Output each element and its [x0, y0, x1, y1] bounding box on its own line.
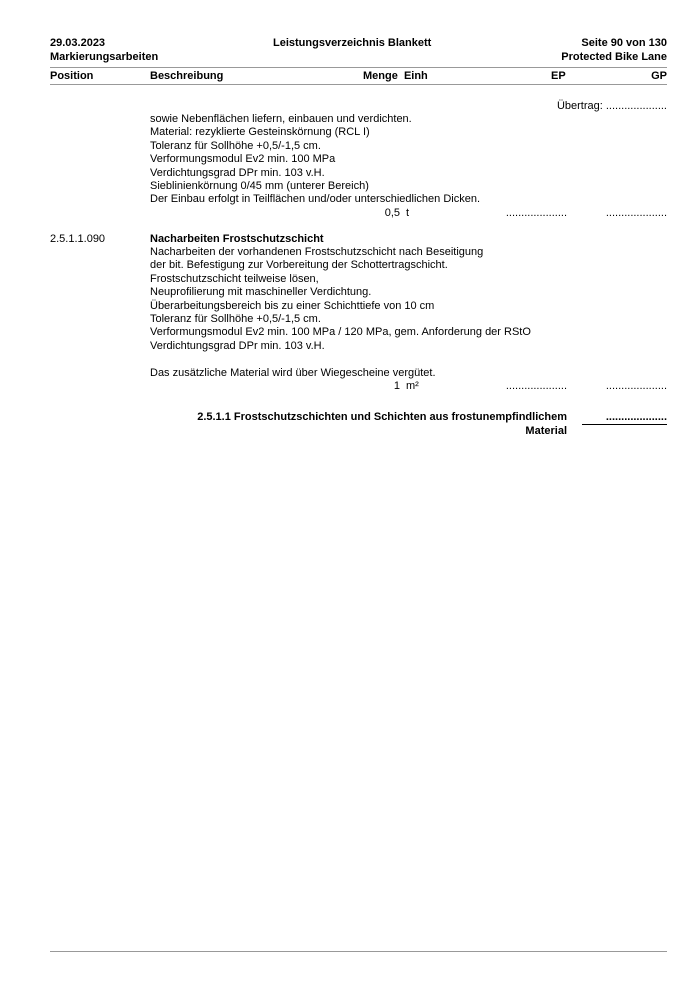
description-line: Verformungsmodul Ev2 min. 100 MPa	[150, 153, 336, 166]
description-line: sowie Nebenflächen liefern, einbauen und verdichten.	[150, 113, 412, 125]
subtotal-title-continued: Material	[525, 425, 567, 437]
column-quantity-unit: Menge Einh	[363, 70, 428, 82]
description-line: Toleranz für Sollhöhe +0,5/-1,5 cm.	[150, 313, 321, 326]
item-description	[150, 113, 480, 207]
description-line: Verdichtungsgrad DPr min. 103 v.H.	[150, 166, 325, 179]
column-description: Beschreibung	[150, 70, 224, 82]
column-divider	[50, 84, 667, 85]
item-quantity: 0,5	[384, 207, 400, 219]
description-line: Verformungsmodul Ev2 min. 100 MPa / 120 MPa, gem. Anforderung der RStO	[150, 326, 531, 339]
item-ep: ....................	[505, 207, 567, 219]
item-note: Das zusätzliche Material wird über Wiegescheine vergütet.	[150, 367, 436, 379]
item-position: 2.5.1.1.090	[50, 233, 106, 245]
carry-over: Übertrag: ....................	[556, 100, 667, 112]
column-gp: GP	[651, 70, 667, 82]
item-gp: ....................	[605, 380, 667, 392]
description-line: Neuprofilierung mit maschineller Verdichtung.	[150, 286, 372, 299]
description-line: Frostschutzschicht teilweise lösen,	[150, 272, 319, 285]
description-line: Überarbeitungsbereich bis zu einer Schichttiefe von 10 cm	[150, 299, 435, 312]
subtotal-gp: ....................	[582, 411, 667, 425]
item-title: Nacharbeiten Frostschutzschicht	[150, 233, 324, 245]
item-unit: m²	[406, 380, 419, 392]
page-number: Seite 90 von 130	[581, 37, 667, 49]
item-ep: ....................	[505, 380, 567, 392]
item-gp: ....................	[605, 207, 667, 219]
footer-divider	[50, 951, 667, 952]
header-section: Markierungsarbeiten	[50, 51, 159, 63]
description-line: Sieblinienkörnung 0/45 mm (unterer Bereich)	[150, 180, 369, 193]
item-description	[150, 246, 531, 353]
project-name: Protected Bike Lane	[561, 51, 667, 63]
description-line: Nacharbeiten der vorhandenen Frostschutzschicht nach Beseitigung	[150, 246, 484, 258]
item-unit: t	[406, 207, 410, 219]
description-line: Toleranz für Sollhöhe +0,5/-1,5 cm.	[150, 139, 321, 152]
description-line: der bit. Befestigung zur Vorbereitung der Schottertragschicht.	[150, 259, 448, 272]
column-position: Position	[50, 70, 94, 82]
description-line: Material: rezyklierte Gesteinskörnung (RCL I)	[150, 126, 370, 139]
header-date: 29.03.2023	[50, 37, 106, 49]
item-quantity: 1	[393, 380, 400, 392]
description-line: Verdichtungsgrad DPr min. 103 v.H.	[150, 339, 325, 352]
column-ep: EP	[551, 70, 566, 82]
description-line: Der Einbau erfolgt in Teilflächen und/oder unterschiedlichen Dicken.	[150, 193, 480, 206]
subtotal-title: 2.5.1.1 Frostschutzschichten und Schichten aus frostunempfindlichem	[197, 411, 567, 423]
document-title: Leistungsverzeichnis Blankett	[273, 37, 432, 49]
header-divider	[50, 67, 667, 68]
